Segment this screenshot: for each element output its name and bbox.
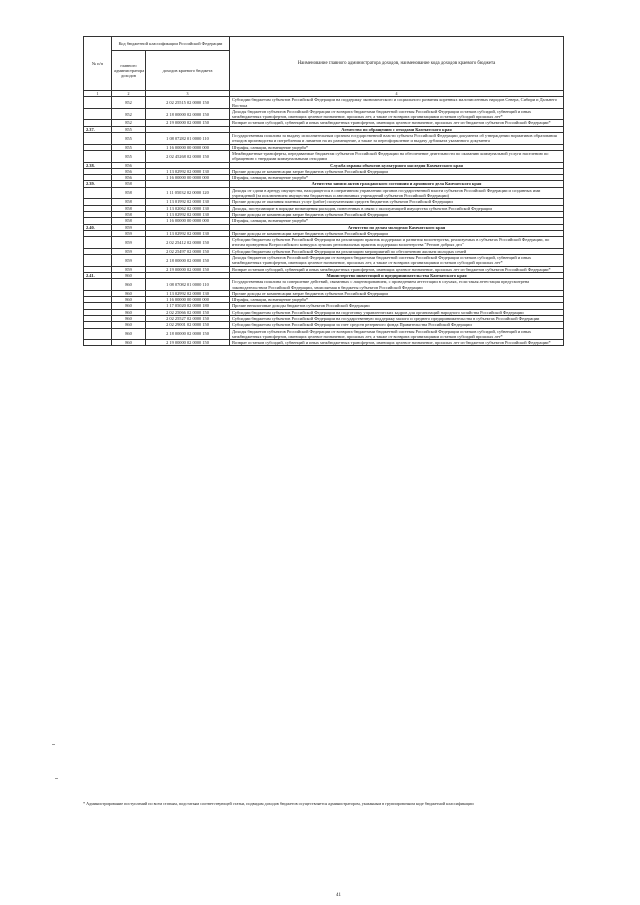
- income-name-cell: Субсидии бюджетам субъектов Российской Федерации на подготовку управленческих кадров для организаций народного хозяйства Российской Федерации: [230, 309, 564, 315]
- income-name-cell: Прочие доходы от компенсации затрат бюджетов субъектов Российской Федерации: [230, 290, 564, 296]
- income-code-cell: 1 11 05032 02 0000 120: [146, 187, 230, 199]
- scan-speck: [55, 778, 58, 779]
- income-admin-table: [83, 36, 564, 346]
- admin-code-cell: 859: [112, 266, 146, 272]
- table-row: [84, 97, 564, 109]
- admin-code-cell: 859: [112, 255, 146, 267]
- table-row: [84, 237, 564, 249]
- admin-code-cell: 859: [112, 248, 146, 254]
- index-cell: 3: [146, 91, 230, 97]
- admin-code-cell: 852: [112, 97, 146, 109]
- income-name-cell: Возврат остатков субсидий, субвенций и иных межбюджетных трансфертов, имеющих целевое назначение, прошлых лет из бюджетов субъектов Российской Федерации*: [230, 120, 564, 126]
- income-name-cell: Штрафы, санкции, возмещение ущерба*: [230, 175, 564, 181]
- row-num-cell: [84, 328, 112, 340]
- col-income-header: доходов краевого бюджета: [146, 51, 230, 91]
- income-name-cell: Штрафы, санкции, возмещение ущерба*: [230, 297, 564, 303]
- income-code-cell: 1 08 07082 01 0000 110: [146, 279, 230, 291]
- income-name-cell: Доходы бюджетов субъектов Российской Федерации от возврата бюджетами бюджетной системы Российской Федерации остатков субсидий, субвенций и иных межбюджетных трансфертов, имеющих целевое назначение, прошлых лет, а также от возврата организациями остатков субсидий прошлых лет*: [230, 255, 564, 267]
- income-code-cell: 1 08 07282 01 0000 110: [146, 133, 230, 145]
- income-name-cell: Возврат остатков субсидий, субвенций и иных межбюджетных трансфертов, имеющих целевое назначение, прошлых лет из бюджетов субъектов Российской Федерации*: [230, 266, 564, 272]
- income-code-cell: 1 16 00000 00 0000 000: [146, 144, 230, 150]
- section-title-cell: Агентство по обращению с отходами Камчатского края: [230, 126, 564, 132]
- section-title-cell: Агентство записи актов гражданского состояния и архивного дела Камчатского края: [230, 181, 564, 187]
- income-code-cell: 1 13 02992 02 0000 130: [146, 211, 230, 217]
- admin-code-cell: 860: [112, 303, 146, 309]
- row-num-cell: 2.39.: [84, 181, 112, 187]
- table-row: [84, 187, 564, 199]
- income-code-cell: 2 19 00000 02 0000 150: [146, 120, 230, 126]
- income-code-cell: 1 13 02992 02 0000 130: [146, 290, 230, 296]
- admin-code-cell: 852: [112, 108, 146, 120]
- income-name-cell: Прочие доходы от оказания платных услуг (работ) получателями средств бюджетов субъектов Российской Федерации: [230, 199, 564, 205]
- table-row: [84, 150, 564, 162]
- income-name-cell: Штрафы, санкции, возмещение ущерба*: [230, 144, 564, 150]
- income-name-cell: Штрафы, санкции, возмещение ущерба*: [230, 218, 564, 224]
- index-cell: 4: [230, 91, 564, 97]
- col-name-header: Наименование главного администратора доходов, наименование кода доходов краевого бюджета: [230, 37, 564, 91]
- income-code-cell: 1 16 00000 00 0000 000: [146, 218, 230, 224]
- admin-code-cell: 860: [112, 340, 146, 346]
- income-name-cell: Государственная пошлина за совершение действий, связанных с лицензированием, с проведением аттестации в случаях, если такая аттестация предусмотрена законодательством Российской Федерации, зачисляемая в бюджеты субъектов Российской Федерации: [230, 279, 564, 291]
- admin-code-cell: 856: [112, 162, 146, 168]
- admin-code-cell: 856: [112, 168, 146, 174]
- admin-code-cell: 858: [112, 187, 146, 199]
- income-name-cell: Возврат остатков субсидий, субвенций и иных межбюджетных трансфертов, имеющих целевое назначение, прошлых лет из бюджетов субъектов Российской Федерации*: [230, 340, 564, 346]
- admin-code-cell: 858: [112, 181, 146, 187]
- document-sheet: [83, 36, 563, 346]
- table-row: [84, 328, 564, 340]
- footnote: * Администрирование поступлений по всем статьям, подстатьям соответствующей статьи, подвидам доходов бюджетов осуществляется администратором, указанным в группировочном коде бюджетной классификации: [83, 801, 474, 806]
- admin-code-cell: 860: [112, 272, 146, 278]
- admin-code-cell: 859: [112, 237, 146, 249]
- income-code-cell: 2 02 25066 02 0000 150: [146, 309, 230, 315]
- col-code-group-header: Код бюджетной классификации Российской Федерации: [112, 37, 230, 51]
- income-code-cell: 2 02 25412 02 0000 150: [146, 237, 230, 249]
- admin-code-cell: 858: [112, 199, 146, 205]
- income-code-cell: 1 16 00000 00 0000 000: [146, 297, 230, 303]
- income-code-cell: 1 13 02992 02 0000 130: [146, 230, 230, 236]
- income-code-cell: 1 13 02992 02 0000 130: [146, 168, 230, 174]
- income-name-cell: Субсидии бюджетам субъектов Российской Федерации за счет средств резервного фонда Правительства Российской Федерации: [230, 322, 564, 328]
- row-num-cell: [84, 279, 112, 291]
- table-row: [84, 279, 564, 291]
- section-title-cell: Агентство по делам молодежи Камчатского края: [230, 224, 564, 230]
- row-num-cell: 2.40.: [84, 224, 112, 230]
- row-num-cell: [84, 237, 112, 249]
- income-code-cell: 1 13 02062 02 0000 130: [146, 205, 230, 211]
- admin-code-cell: 855: [112, 126, 146, 132]
- admin-code-cell: 860: [112, 328, 146, 340]
- row-num-cell: [84, 133, 112, 145]
- income-code-cell: 2 02 29001 02 0000 150: [146, 322, 230, 328]
- income-name-cell: Доходы бюджетов субъектов Российской Федерации от возврата бюджетами бюджетной системы Российской Федерации остатков субсидий, субвенций и иных межбюджетных трансфертов, имеющих целевое назначение, прошлых лет, а также от возврата организациями остатков субсидий прошлых лет*: [230, 108, 564, 120]
- col-admin-header: главного администратора доходов: [112, 51, 146, 91]
- admin-code-cell: 855: [112, 150, 146, 162]
- income-code-cell: 1 17 05020 02 0000 180: [146, 303, 230, 309]
- section-title-cell: Служба охраны объектов культурного наследия Камчатского края: [230, 162, 564, 168]
- income-name-cell: Субсидии бюджетам субъектов Российской Федерации на реализацию мероприятий по обеспечению жильем молодых семей: [230, 248, 564, 254]
- income-name-cell: Прочие доходы от компенсации затрат бюджетов субъектов Российской Федерации: [230, 211, 564, 217]
- income-name-cell: Доходы, поступающие в порядке возмещения расходов, понесенных в связи с эксплуатацией имущества субъектов Российской Федерации: [230, 205, 564, 211]
- admin-code-cell: 858: [112, 211, 146, 217]
- income-code-cell: 1 13 01992 02 0000 130: [146, 199, 230, 205]
- income-code-cell: 2 19 00000 02 0000 150: [146, 340, 230, 346]
- income-code-cell: 2 18 00000 02 0000 150: [146, 328, 230, 340]
- income-code-cell: 2 19 00000 02 0000 150: [146, 266, 230, 272]
- admin-code-cell: 856: [112, 175, 146, 181]
- section-title-cell: Министерство инвестиций и предпринимательства Камчатского края: [230, 272, 564, 278]
- row-num-cell: [84, 187, 112, 199]
- income-code-cell: 2 18 00000 02 0000 150: [146, 108, 230, 120]
- page-number: 41: [336, 893, 341, 898]
- index-cell: 1: [84, 91, 112, 97]
- admin-code-cell: 859: [112, 230, 146, 236]
- table-row: [84, 340, 564, 346]
- income-name-cell: Прочие неналоговые доходы бюджетов субъектов Российской Федерации: [230, 303, 564, 309]
- income-name-cell: Субсидии бюджетам субъектов Российской Федерации на государственную поддержку малого и среднего предпринимательства в субъектах Российской Федерации: [230, 315, 564, 321]
- income-name-cell: Прочие доходы от компенсации затрат бюджетов субъектов Российской Федерации: [230, 230, 564, 236]
- index-cell: 2: [112, 91, 146, 97]
- admin-code-cell: 860: [112, 315, 146, 321]
- row-num-cell: 2.37.: [84, 126, 112, 132]
- row-num-cell: [84, 108, 112, 120]
- admin-code-cell: 860: [112, 309, 146, 315]
- row-num-cell: [84, 255, 112, 267]
- admin-code-cell: 859: [112, 224, 146, 230]
- table-row: [84, 255, 564, 267]
- scan-speck: [52, 744, 55, 745]
- income-name-cell: Доходы бюджетов субъектов Российской Федерации от возврата бюджетами бюджетной системы Российской Федерации остатков субсидий, субвенций и иных межбюджетных трансфертов, имеющих целевое назначение, прошлых лет, а также от возврата организациями остатков субсидий прошлых лет*: [230, 328, 564, 340]
- admin-code-cell: 860: [112, 322, 146, 328]
- admin-code-cell: 855: [112, 133, 146, 145]
- row-num-cell: [84, 150, 112, 162]
- col-num-header: № п/п: [84, 37, 112, 91]
- admin-code-cell: 860: [112, 297, 146, 303]
- table-row: [84, 108, 564, 120]
- row-num-cell: 2.38.: [84, 162, 112, 168]
- income-code-cell: 2 02 25515 02 0000 150: [146, 97, 230, 109]
- income-code-cell: 1 16 00000 00 0000 000: [146, 175, 230, 181]
- income-name-cell: Прочие доходы от компенсации затрат бюджетов субъектов Российской Федерации: [230, 168, 564, 174]
- admin-code-cell: 858: [112, 218, 146, 224]
- admin-code-cell: 852: [112, 120, 146, 126]
- income-code-cell: 2 02 25497 02 0000 150: [146, 248, 230, 254]
- row-num-cell: [84, 97, 112, 109]
- income-name-cell: Субсидии бюджетам субъектов Российской Федерации на поддержку экономического и социального развития коренных малочисленных народов Севера, Сибири и Дальнего Востока: [230, 97, 564, 109]
- income-code-cell: 2 18 00000 02 0000 150: [146, 255, 230, 267]
- income-code-cell: 2 02 45268 02 0000 150: [146, 150, 230, 162]
- income-code-cell: 2 02 25527 02 0000 150: [146, 315, 230, 321]
- admin-code-cell: 855: [112, 144, 146, 150]
- income-name-cell: Субсидии бюджетам субъектов Российской Федерации на реализацию практик поддержки и развития волонтерства, реализуемых в субъектах Российской Федерации, по итогам проведения Всероссийского конкурса лучших региональных практик поддержки волонтерства "Регион добрых дел": [230, 237, 564, 249]
- income-name-cell: Межбюджетные трансферты, передаваемые бюджетам субъектов Российской Федерации на обеспечение деятельности по оказанию коммунальной услуги населению по обращению с твердыми коммунальными отходами: [230, 150, 564, 162]
- income-name-cell: Доходы от сдачи в аренду имущества, находящегося в оперативном управлении органов государственной власти субъектов Российской Федерации и созданных ими учреждений (за исключением имущества бюджетных и автономных учреждений субъектов Российской Федерации): [230, 187, 564, 199]
- admin-code-cell: 860: [112, 279, 146, 291]
- admin-code-cell: 860: [112, 290, 146, 296]
- table-row: [84, 133, 564, 145]
- income-name-cell: Государственная пошлина за выдачу исполнительным органом государственной власти субъекта Российской Федерации документа об утверждении нормативов образования отходов производства и потребления и лимитов на их размещение, а также за переоформление и выдачу дубликата указанного документа: [230, 133, 564, 145]
- row-num-cell: 2.41.: [84, 272, 112, 278]
- admin-code-cell: 858: [112, 205, 146, 211]
- row-num-cell: [84, 340, 112, 346]
